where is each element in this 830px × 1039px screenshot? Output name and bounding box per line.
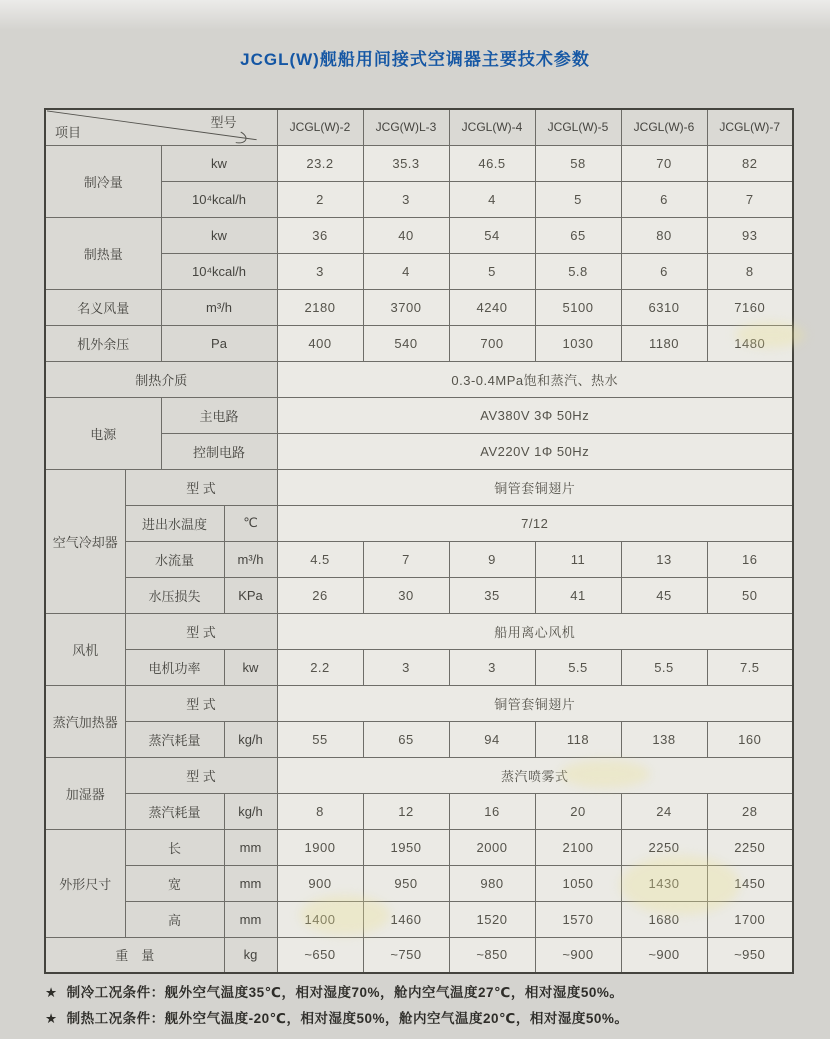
value-cell: ~850 <box>449 937 535 973</box>
unit-label: mm <box>224 829 277 865</box>
row-fan-type <box>45 613 793 649</box>
model-header: JCGL(W)-4 <box>449 109 535 145</box>
footnote-text: 制热工况条件：舰外空气温度-20℃，相对湿度50%，舱内空气温度20℃，相对湿度50%。 <box>66 1011 629 1026</box>
value-cell: 1460 <box>363 901 449 937</box>
value-cell: 50 <box>707 577 793 613</box>
value-cell: 118 <box>535 721 621 757</box>
value-cell: 6 <box>621 181 707 217</box>
unit-label: m³/h <box>224 541 277 577</box>
unit-label: kw <box>161 145 277 181</box>
value-cell: 160 <box>707 721 793 757</box>
merged-value-cell: 7/12 <box>277 505 793 541</box>
footnotes <box>45 980 785 1032</box>
row-cooler-watertemp <box>45 505 793 541</box>
value-cell: 1480 <box>707 325 793 361</box>
row-humidifier-type <box>45 757 793 793</box>
value-cell: 4 <box>449 181 535 217</box>
value-cell: 23.2 <box>277 145 363 181</box>
value-cell: 46.5 <box>449 145 535 181</box>
value-cell: 7 <box>363 541 449 577</box>
section-label: 外形尺寸 <box>45 829 125 937</box>
unit-label: KPa <box>224 577 277 613</box>
row-cooler-waterflow <box>45 541 793 577</box>
model-header: JCG(W)L-3 <box>363 109 449 145</box>
value-cell: 24 <box>621 793 707 829</box>
value-cell: 980 <box>449 865 535 901</box>
sub-label: 宽 <box>125 865 224 901</box>
value-cell: 1430 <box>621 865 707 901</box>
value-cell: 2000 <box>449 829 535 865</box>
value-cell: 3 <box>363 649 449 685</box>
value-cell: 55 <box>277 721 363 757</box>
section-label: 重 量 <box>45 937 224 973</box>
value-cell: 9 <box>449 541 535 577</box>
row-dim-length <box>45 829 793 865</box>
sub-label: 型 式 <box>125 469 277 505</box>
model-header: JCGL(W)-5 <box>535 109 621 145</box>
value-cell: 26 <box>277 577 363 613</box>
row-pressure <box>45 325 793 361</box>
unit-label: mm <box>224 865 277 901</box>
sub-label: 电机功率 <box>125 649 224 685</box>
model-header: JCGL(W)-6 <box>621 109 707 145</box>
value-cell: 1520 <box>449 901 535 937</box>
section-label: 制冷量 <box>45 145 161 217</box>
value-cell: 54 <box>449 217 535 253</box>
value-cell: 36 <box>277 217 363 253</box>
value-cell: 5 <box>535 181 621 217</box>
value-cell: 6 <box>621 253 707 289</box>
value-cell: 2180 <box>277 289 363 325</box>
merged-value-cell: 蒸汽喷雾式 <box>277 757 793 793</box>
sub-label: 高 <box>125 901 224 937</box>
unit-label: kw <box>224 649 277 685</box>
value-cell: 950 <box>363 865 449 901</box>
row-heating-kw <box>45 217 793 253</box>
value-cell: 2250 <box>707 829 793 865</box>
value-cell: 1950 <box>363 829 449 865</box>
sub-label: 型 式 <box>125 685 277 721</box>
section-label: 电源 <box>45 397 161 469</box>
section-label: 名义风量 <box>45 289 161 325</box>
unit-label: kg/h <box>224 793 277 829</box>
value-cell: 8 <box>707 253 793 289</box>
value-cell: 1400 <box>277 901 363 937</box>
row-cooler-pressureloss <box>45 577 793 613</box>
value-cell: 1570 <box>535 901 621 937</box>
row-dim-width <box>45 865 793 901</box>
value-cell: 1180 <box>621 325 707 361</box>
value-cell: 16 <box>449 793 535 829</box>
row-heating-medium <box>45 361 793 397</box>
merged-value-cell: AV220V 1Φ 50Hz <box>277 433 793 469</box>
value-cell: 80 <box>621 217 707 253</box>
unit-label: mm <box>224 901 277 937</box>
value-cell: ~900 <box>535 937 621 973</box>
corner-model-label: 型号 <box>210 115 237 130</box>
section-label: 空气冷却器 <box>45 469 125 613</box>
value-cell: 7.5 <box>707 649 793 685</box>
unit-label: kw <box>161 217 277 253</box>
section-label: 机外余压 <box>45 325 161 361</box>
merged-value-cell: AV380V 3Φ 50Hz <box>277 397 793 433</box>
value-cell: 28 <box>707 793 793 829</box>
value-cell: 1900 <box>277 829 363 865</box>
value-cell: 5.8 <box>535 253 621 289</box>
value-cell: 1050 <box>535 865 621 901</box>
value-cell: 94 <box>449 721 535 757</box>
section-label: 蒸汽加热器 <box>45 685 125 757</box>
value-cell: 3 <box>363 181 449 217</box>
value-cell: 4240 <box>449 289 535 325</box>
value-cell: 13 <box>621 541 707 577</box>
sub-label: 主电路 <box>161 397 277 433</box>
value-cell: 12 <box>363 793 449 829</box>
value-cell: 35 <box>449 577 535 613</box>
value-cell: 900 <box>277 865 363 901</box>
value-cell: 3 <box>449 649 535 685</box>
value-cell: 138 <box>621 721 707 757</box>
corner-cell <box>45 109 277 145</box>
sub-label: 进出水温度 <box>125 505 224 541</box>
value-cell: 400 <box>277 325 363 361</box>
model-header: JCGL(W)-2 <box>277 109 363 145</box>
row-fan-motorpower <box>45 649 793 685</box>
value-cell: 58 <box>535 145 621 181</box>
value-cell: 2 <box>277 181 363 217</box>
row-humidifier-steamuse <box>45 793 793 829</box>
value-cell: 3 <box>277 253 363 289</box>
value-cell: ~900 <box>621 937 707 973</box>
footnote-cooling-condition <box>45 980 785 1006</box>
value-cell: 7 <box>707 181 793 217</box>
sub-label: 水流量 <box>125 541 224 577</box>
sub-label: 蒸汽耗量 <box>125 793 224 829</box>
value-cell: 5.5 <box>535 649 621 685</box>
row-dim-height <box>45 901 793 937</box>
value-cell: 30 <box>363 577 449 613</box>
value-cell: 2.2 <box>277 649 363 685</box>
value-cell: 41 <box>535 577 621 613</box>
section-label: 制热介质 <box>45 361 277 397</box>
page-title: JCGL(W)舰船用间接式空调器主要技术参数 <box>240 50 590 69</box>
value-cell: 40 <box>363 217 449 253</box>
value-cell: 82 <box>707 145 793 181</box>
unit-label: kg <box>224 937 277 973</box>
value-cell: 11 <box>535 541 621 577</box>
section-label: 风机 <box>45 613 125 685</box>
value-cell: ~750 <box>363 937 449 973</box>
footnote-text: 制冷工况条件：舰外空气温度35℃，相对湿度70%，舱内空气温度27℃，相对湿度50%。 <box>66 985 624 1000</box>
value-cell: 45 <box>621 577 707 613</box>
value-cell: 5100 <box>535 289 621 325</box>
row-heater-steamuse <box>45 721 793 757</box>
star-icon: ★ <box>45 985 58 1000</box>
merged-value-cell: 铜管套铜翅片 <box>277 685 793 721</box>
star-icon: ★ <box>45 1011 58 1026</box>
unit-label: ℃ <box>224 505 277 541</box>
value-cell: 20 <box>535 793 621 829</box>
value-cell: 16 <box>707 541 793 577</box>
value-cell: 4.5 <box>277 541 363 577</box>
value-cell: 1030 <box>535 325 621 361</box>
value-cell: 2100 <box>535 829 621 865</box>
value-cell: 65 <box>363 721 449 757</box>
value-cell: ~950 <box>707 937 793 973</box>
unit-label: kg/h <box>224 721 277 757</box>
value-cell: 35.3 <box>363 145 449 181</box>
value-cell: 700 <box>449 325 535 361</box>
value-cell: 4 <box>363 253 449 289</box>
table-header-row <box>45 109 793 145</box>
row-weight <box>45 937 793 973</box>
unit-label: 10⁴kcal/h <box>161 181 277 217</box>
row-airflow <box>45 289 793 325</box>
merged-value-cell: 船用离心风机 <box>277 613 793 649</box>
row-cooling-kw <box>45 145 793 181</box>
value-cell: 2250 <box>621 829 707 865</box>
section-label: 加湿器 <box>45 757 125 829</box>
corner-item-label: 项目 <box>55 124 82 140</box>
sub-label: 长 <box>125 829 224 865</box>
sub-label: 蒸汽耗量 <box>125 721 224 757</box>
unit-label: 10⁴kcal/h <box>161 253 277 289</box>
value-cell: 540 <box>363 325 449 361</box>
unit-label: Pa <box>161 325 277 361</box>
sub-label: 型 式 <box>125 757 277 793</box>
value-cell: ~650 <box>277 937 363 973</box>
spec-table <box>44 108 794 974</box>
value-cell: 1450 <box>707 865 793 901</box>
value-cell: 5 <box>449 253 535 289</box>
sub-label: 控制电路 <box>161 433 277 469</box>
value-cell: 65 <box>535 217 621 253</box>
unit-label: m³/h <box>161 289 277 325</box>
value-cell: 6310 <box>621 289 707 325</box>
value-cell: 5.5 <box>621 649 707 685</box>
section-label: 制热量 <box>45 217 161 289</box>
value-cell: 1700 <box>707 901 793 937</box>
value-cell: 70 <box>621 145 707 181</box>
value-cell: 93 <box>707 217 793 253</box>
sub-label: 水压损失 <box>125 577 224 613</box>
row-cooler-type <box>45 469 793 505</box>
value-cell: 8 <box>277 793 363 829</box>
value-cell: 7160 <box>707 289 793 325</box>
row-heater-type <box>45 685 793 721</box>
value-cell: 3700 <box>363 289 449 325</box>
sub-label: 型 式 <box>125 613 277 649</box>
merged-value-cell: 铜管套铜翅片 <box>277 469 793 505</box>
merged-value-cell: 0.3-0.4MPa饱和蒸汽、热水 <box>277 361 793 397</box>
value-cell: 1680 <box>621 901 707 937</box>
footnote-heating-condition <box>45 1006 785 1032</box>
row-power-main <box>45 397 793 433</box>
model-header: JCGL(W)-7 <box>707 109 793 145</box>
